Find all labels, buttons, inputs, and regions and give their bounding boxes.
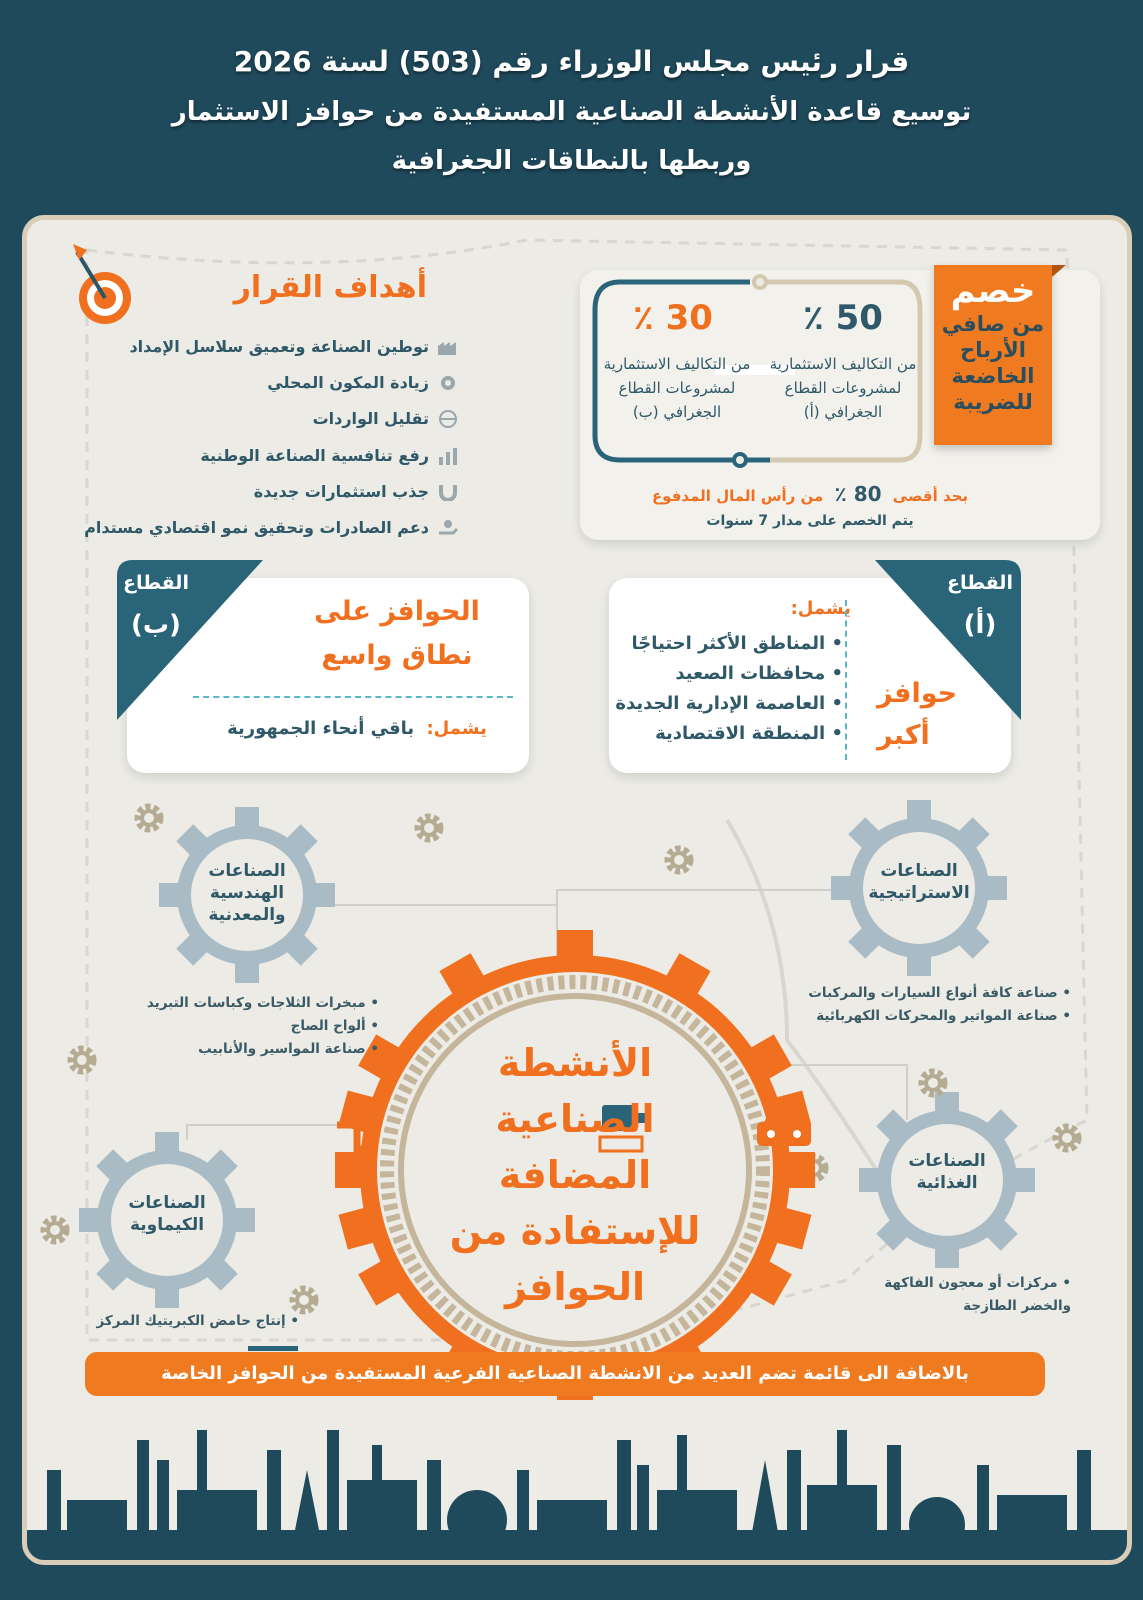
ribbon-big-label: خصم xyxy=(950,271,1036,311)
hand-plant-icon xyxy=(437,519,459,537)
strategic-item-2: • صناعة المواتير والمحركات الكهربائية xyxy=(816,1008,1071,1024)
engineering-item-3-label: صناعة المواسير والأنابيب xyxy=(198,1041,366,1057)
sector-a-percent: 50 ٪ xyxy=(803,298,883,338)
sector-a-divider xyxy=(845,600,847,760)
chemical-list xyxy=(96,1310,299,1333)
sector-a-incentive-line1: حوافز xyxy=(877,678,958,709)
goal-item-5 xyxy=(254,482,459,501)
goal-label-1: توطين الصناعة وتعميق سلاسل الإمداد xyxy=(129,337,429,356)
sector-a-item-2: • محافظات الصعيد xyxy=(675,663,843,684)
chemical-industry-label: الصناعات الكيماوية xyxy=(128,1193,206,1235)
food-industry-label: الصناعات الغذائية xyxy=(908,1151,986,1193)
sector-b-percent: 30 ٪ xyxy=(633,298,713,338)
goal-item-1 xyxy=(129,337,459,356)
factory-icon xyxy=(437,338,459,356)
sector-a-percent-text: من التكاليف الاستثمارية لمشروعات القطاع الجغرافي (أ) xyxy=(769,355,917,421)
sector-a-incentive-line2: أكبر xyxy=(877,720,930,751)
bar-chart-icon xyxy=(437,447,459,465)
engineering-item-1-label: مبخرات الثلاجات وكباسات التبريد xyxy=(146,995,366,1011)
magnet-icon xyxy=(437,483,459,501)
engineering-industry-label: الصناعات الهندسية والمعدنية xyxy=(208,861,286,925)
sector-a-item-4-label: المنطقة الاقتصادية xyxy=(655,723,826,744)
goal-label-6: دعم الصادرات وتحقيق نمو اقتصادي مستدام xyxy=(84,518,429,537)
center-gear-text: الأنشطة الصناعية المضافة للإستفادة من الحوافز xyxy=(449,1041,701,1309)
header-title-line3: وربطها بالنطاقات الجغرافية xyxy=(391,146,752,176)
deduction-ribbon xyxy=(934,265,1052,445)
food-list xyxy=(871,1272,1071,1318)
sector-a-tag-line1: القطاع xyxy=(947,572,1013,594)
header-title-line2: توسيع قاعدة الأنشطة الصناعية المستفيدة من حوافز الاستثمار xyxy=(171,97,972,127)
strategic-item-2-label: صناعة المواتير والمحركات الكهربائية xyxy=(816,1008,1058,1024)
engineering-item-1: • مبخرات الثلاجات وكباسات التبريد xyxy=(146,995,379,1011)
strategic-list xyxy=(808,982,1071,1028)
skyline-icon xyxy=(27,1410,1127,1560)
gear-icon xyxy=(437,374,459,392)
sector-a-includes: يشمل: xyxy=(790,598,851,619)
header-title-line1: قرار رئيس مجلس الوزراء رقم (503) لسنة 2026 xyxy=(233,45,910,78)
goal-item-4 xyxy=(200,446,459,465)
food-item-1-label: مركزات أو معجون الفاكهة والخضر الطازجة xyxy=(884,1275,1071,1314)
footer-note-bar: بالاضافة الى قائمة تضم العديد من الانشطة الصناعية الفرعية المستفيدة من الحوافز الخاصة xyxy=(85,1352,1045,1396)
sector-b-value: باقي أنحاء الجمهورية xyxy=(227,718,415,739)
globe-icon xyxy=(437,410,459,428)
sector-a-item-2-label: محافظات الصعيد xyxy=(675,663,826,684)
sector-b-tag-line2: (ب) xyxy=(131,610,181,640)
sector-a-item-1-label: المناطق الأكثر احتياجًا xyxy=(631,633,826,654)
engineering-list xyxy=(147,992,379,1061)
max-cap-line xyxy=(630,482,990,506)
food-item-1: • مركزات أو معجون الفاكهة والخضر الطازجة xyxy=(884,1275,1071,1314)
max-value: 80 ٪ xyxy=(834,482,882,506)
strategic-item-1: • صناعة كافة أنواع السيارات والمركبات xyxy=(808,985,1071,1001)
sector-b-incentive-line1: الحوافز على xyxy=(314,596,480,627)
sector-a-tag-line2: (أ) xyxy=(963,610,997,640)
sector-a-item-3: • العاصمة الإدارية الجديدة xyxy=(615,693,843,714)
engineering-item-2-label: ألواح الصاج xyxy=(290,1018,366,1034)
max-suffix: من رأس المال المدفوع xyxy=(651,487,824,505)
goal-item-3 xyxy=(313,409,459,428)
goal-item-6 xyxy=(84,518,459,537)
engineering-item-3: • صناعة المواسير والأنابيب xyxy=(198,1041,379,1057)
goal-item-2 xyxy=(267,373,459,392)
goal-label-5: جذب استثمارات جديدة xyxy=(253,482,429,501)
sector-b-incentive-line2: نطاق واسع xyxy=(321,640,473,671)
ribbon-fold xyxy=(1052,265,1066,277)
sector-a-item-4: • المنطقة الاقتصادية xyxy=(655,723,843,744)
max-prefix: بحد أقصى xyxy=(892,487,969,505)
sector-b-includes: يشمل: xyxy=(426,718,487,739)
target-icon xyxy=(67,242,137,327)
chemical-item-1: • إنتاج حامض الكبريتيك المركز xyxy=(96,1313,299,1329)
sector-b-percent-text: من التكاليف الاستثمارية لمشروعات القطاع الجغرافي (ب) xyxy=(603,355,751,421)
sector-b-tag-line1: القطاع xyxy=(123,572,189,594)
goal-label-3: تقليل الواردات xyxy=(312,409,429,428)
ribbon-text: من صافي الأرباح الخاضعة للضريبة xyxy=(941,312,1045,414)
main-panel xyxy=(22,215,1132,1565)
goal-label-4: رفع تنافسية الصناعة الوطنية xyxy=(200,446,429,465)
strategic-item-1-label: صناعة كافة أنواع السيارات والمركبات xyxy=(808,985,1058,1001)
engineering-item-2: • ألواح الصاج xyxy=(290,1018,379,1034)
strategic-industry-label: الصناعات الاستراتيجية xyxy=(868,861,970,903)
goal-label-2: زيادة المكون المحلي xyxy=(267,373,429,392)
goals-title: أهداف القرار xyxy=(233,270,427,305)
deduction-period: يتم الخصم على مدار 7 سنوات xyxy=(706,513,914,529)
sector-a-item-3-label: العاصمة الإدارية الجديدة xyxy=(615,693,826,714)
sector-a-item-1: • المناطق الأكثر احتياجًا xyxy=(631,633,843,654)
chemical-item-1-label: إنتاج حامض الكبريتيك المركز xyxy=(96,1313,286,1329)
